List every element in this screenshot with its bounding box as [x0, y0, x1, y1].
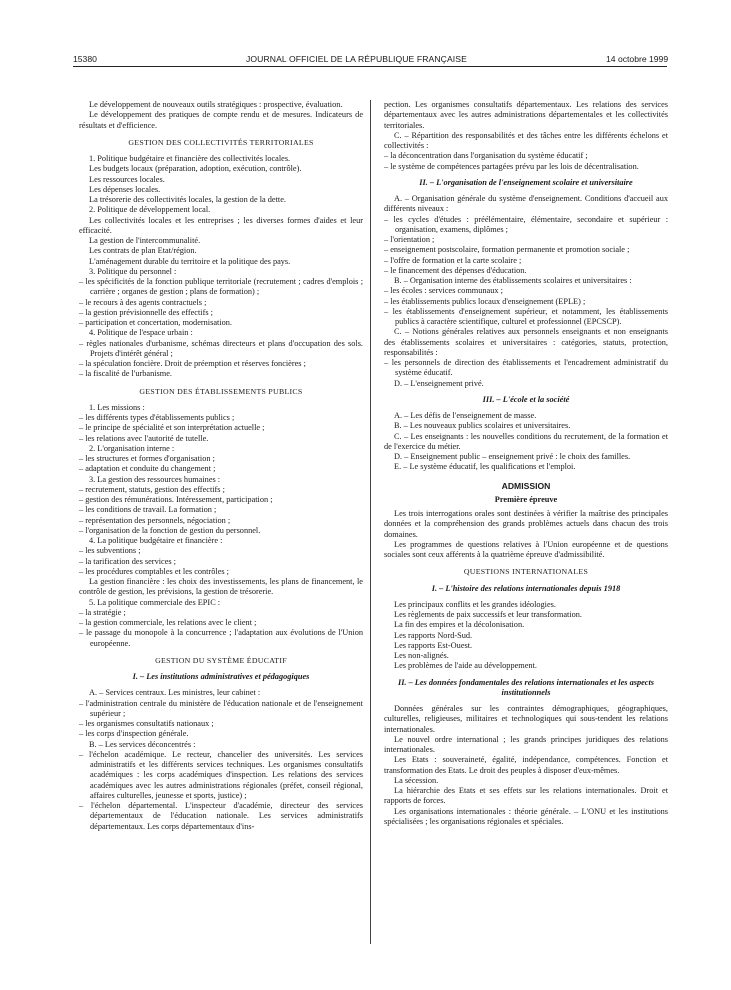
subsection-heading: I. – L'histoire des relations internationales depuis 1918: [431, 583, 621, 593]
paragraph: Les programmes de questions relatives à l'Union européenne et de questions sociales sont ceux afférents à la quatrième épreuve d'admissibilité.: [384, 539, 668, 559]
left-column: [79, 100, 363, 832]
list-item: – les écoles : services communaux ;: [384, 286, 503, 296]
subsection-heading: I. – Les institutions administratives et pédagogiques: [132, 672, 310, 681]
section-heading: GESTION DES COLLECTIVITÉS TERRITORIALES: [128, 137, 314, 147]
list-item: – l'offre de formation et la carte scolaire ;: [384, 255, 522, 265]
paragraph: Les problèmes de l'aide au développement.: [394, 661, 537, 671]
paragraph: Les rapports Nord-Sud.: [394, 630, 473, 640]
paragraph: B. – Les nouveaux publics scolaires et universitaires.: [394, 421, 571, 431]
subsection-heading: III. – L'école et la société: [482, 394, 570, 404]
paragraph: 4. Politique de l'espace urbain :: [89, 328, 193, 338]
paragraph: 4. La politique budgétaire et financière :: [89, 536, 223, 545]
list-item: – la gestion prévisionnelle des effectifs ;: [79, 307, 213, 317]
list-item: – l'échelon départemental. L'inspecteur d'académie, directeur des services départementaux de l'éducation nationale. Les services administratifs départementaux. Les corps départementaux d'ins-: [79, 801, 363, 831]
column-divider: [370, 100, 371, 944]
page-header: [0, 48, 731, 68]
list-item: – règles nationales d'urbanisme, schémas directeurs et plans d'occupation des sols. Projets d'intérêt général ;: [79, 338, 363, 358]
paragraph: Le développement des pratiques de compte rendu et de mesures. Indicateurs de résultats et d'efficience.: [79, 110, 363, 130]
list-item: – les relations avec l'autorité de tutelle.: [79, 433, 209, 443]
list-item: – représentation des personnels, négociation ;: [79, 515, 231, 525]
paragraph: L'aménagement durable du territoire et la politique des pays.: [89, 256, 291, 266]
paragraph: Les dépenses locales.: [89, 184, 161, 194]
paragraph: Les budgets locaux (préparation, adoption, exécution, contrôle).: [89, 164, 302, 174]
paragraph: Les collectivités locales et les entreprises ; les diverses formes d'aides et leur efficacité.: [79, 215, 363, 235]
list-item: – les conditions de travail. La formation ;: [79, 505, 217, 515]
list-item: – les établissements d'enseignement supérieur, et notamment, les établissements publics à caractère scientifique, culturel et professionnel (EPCSCP).: [384, 306, 668, 326]
subsection-heading: II. – Les données fondamentales des relations internationales et les aspects institutionnels: [397, 677, 655, 697]
list-item: – les personnels de direction des établissements et l'encadrement administratif du système éducatif.: [384, 358, 668, 378]
right-column: [384, 100, 668, 827]
list-item: – la fiscalité de l'urbanisme.: [79, 369, 172, 379]
paragraph: A. – Services centraux. Les ministres, leur cabinet :: [89, 688, 261, 698]
paragraph: B. – Les services déconcentrés :: [89, 739, 196, 749]
list-item: – la tarification des services ;: [79, 556, 176, 566]
paragraph: 1. Politique budgétaire et financière des collectivités locales.: [89, 154, 291, 163]
paragraph: La gestion financière : les choix des investissements, les plans de financement, le contrôle de gestion, les prévisions, la gestion de trésorerie.: [79, 577, 363, 597]
list-item: – le système de compétences partagées prévu par les lois de décentralisation.: [384, 161, 639, 171]
list-item: – les corps d'inspection générale.: [79, 729, 189, 739]
list-item: – les différents types d'établissements publics ;: [79, 413, 235, 422]
list-item: – les organismes consultatifs nationaux ;: [79, 719, 214, 728]
list-item: – les structures et formes d'organisation ;: [79, 454, 215, 463]
section-heading: QUESTIONS INTERNATIONALES: [463, 567, 589, 577]
list-item: – participation et concertation, modernisation.: [79, 318, 232, 327]
section-heading: GESTION DES ÉTABLISSEMENTS PUBLICS: [139, 386, 303, 396]
paragraph: Les règlements de paix successifs et leur transformation.: [394, 610, 583, 619]
paragraph: Les ressources locales.: [89, 174, 165, 184]
header-rule: [73, 66, 667, 67]
sub-heading: Première épreuve: [494, 494, 558, 504]
paragraph: A. – Les défis de l'enseignement de masse.: [394, 411, 537, 420]
list-item: – la gestion commerciale, les relations avec le client ;: [79, 618, 257, 627]
list-item: – le passage du monopole à la concurrence ; l'adaptation aux évolutions de l'Union européenne.: [79, 628, 363, 648]
list-item: – l'administration centrale du ministère de l'éducation nationale et de l'enseignement supérieur ;: [79, 698, 363, 718]
paragraph: D. – L'enseignement privé.: [394, 378, 484, 388]
paragraph: C. – Les enseignants : les nouvelles conditions du recrutement, de la formation et de l'exercice du métier.: [384, 431, 668, 451]
list-item: – la déconcentration dans l'organisation du système éducatif ;: [384, 151, 588, 161]
paragraph: Les Etats : souveraineté, égalité, indépendance, compétences. Fonction et transformation des Etats. Le droit des peuples à disposer d'eux-mêmes.: [384, 755, 668, 775]
list-item: – le financement des dépenses d'éducation.: [384, 265, 527, 275]
paragraph: Les contrats de plan Etat/région.: [89, 246, 197, 256]
paragraph: Les rapports Est-Ouest.: [394, 640, 473, 650]
list-item: – les établissements publics locaux d'enseignement (EPLE) ;: [384, 296, 586, 306]
paragraph: 3. Politique du personnel :: [89, 266, 177, 276]
list-item: – recrutement, statuts, gestion des effectifs ;: [79, 484, 225, 494]
paragraph: Les non-alignés.: [394, 651, 449, 660]
list-item: – la stratégie ;: [79, 607, 126, 617]
list-item: – adaptation et conduite du changement ;: [79, 464, 216, 474]
paragraph: Le développement de nouveaux outils stratégiques : prospective, évaluation.: [89, 100, 343, 109]
paragraph: 1. Les missions :: [89, 402, 145, 412]
paragraph: La gestion de l'intercommunalité.: [89, 236, 201, 245]
paragraph: C. – Notions générales relatives aux personnels enseignants et non enseignants des établissements scolaires et universitaires : catégories, statuts, protection, responsabilités :: [384, 327, 668, 357]
main-heading: ADMISSION: [501, 480, 551, 491]
list-item: – les cycles d'études : préélémentaire, élémentaire, secondaire et supérieur : organisation, examens, diplômes ;: [384, 214, 668, 234]
list-item: – les procédures comptables et les contrôles ;: [79, 566, 229, 576]
paragraph: 2. Politique de développement local.: [89, 205, 211, 215]
subsection-heading: II. – L'organisation de l'enseignement scolaire et universitaire: [419, 177, 633, 187]
paragraph: La fin des empires et la décolonisation.: [394, 620, 525, 630]
list-item: – gestion des rémunérations. Intéressement, participation ;: [79, 495, 273, 504]
paragraph: La hiérarchie des Etats et ses effets sur les relations internationales. Droit et rapports de forces.: [384, 786, 668, 806]
section-heading: GESTION DU SYSTÈME ÉDUCATIF: [155, 655, 287, 665]
paragraph: 2. L'organisation interne :: [89, 443, 175, 453]
paragraph: Les principaux conflits et les grandes idéologies.: [394, 599, 556, 609]
list-item: – la spéculation foncière. Droit de préemption et réserves foncières ;: [79, 359, 306, 368]
paragraph: pection. Les organismes consultatifs départementaux. Les relations des services départementaux avec les autres administrations départementales et les collectivités territoriales.: [384, 100, 668, 130]
paragraph: La sécession.: [394, 775, 439, 785]
list-item: – le principe de spécialité et son interprétation actuelle ;: [79, 423, 265, 433]
paragraph: Les organisations internationales : théorie générale. – L'ONU et les institutions spécialisées ; les organisations régionales et spéciales.: [384, 806, 668, 826]
paragraph: D. – Enseignement public – enseignement privé : le choix des familles.: [394, 452, 631, 461]
page-number: 15380: [73, 54, 97, 64]
paragraph: E. – Le système éducatif, les qualifications et l'emploi.: [394, 462, 576, 472]
paragraph: La trésorerie des collectivités locales, la gestion de la dette.: [89, 195, 286, 204]
paragraph: C. – Répartition des responsabilités et des tâches entre les différents échelons et collectivités :: [384, 130, 668, 150]
list-item: – l'échelon académique. Le recteur, chancelier des universités. Les services administratifs et les différents services techniques. Les organismes consultatifs académiques : les corps académiques d'inspection. Les relations des services académiques avec les autres administrations régionales (préfet, conseil régional, affaires culturelles, jeunesse et sports, justice) ;: [79, 749, 363, 800]
paragraph: 5. La politique commerciale des EPIC :: [89, 597, 221, 607]
publication-date: 14 octobre 1999: [606, 54, 669, 64]
paragraph: Le nouvel ordre international ; les grands principes juridiques des relations internationales.: [384, 734, 668, 754]
list-item: – le recours à des agents contractuels ;: [79, 297, 207, 307]
list-item: – l'organisation de la fonction de gestion du personnel.: [79, 525, 261, 535]
list-item: – l'orientation ;: [384, 235, 435, 244]
list-item: – les subventions ;: [79, 546, 141, 556]
paragraph: Données générales sur les contraintes démographiques, géographiques, culturelles, religieuses, militaires et technologiques qui sous-tendent les relations internationales.: [384, 704, 668, 734]
journal-title: JOURNAL OFFICIEL DE LA RÉPUBLIQUE FRANÇAISE: [246, 54, 467, 64]
paragraph: 3. La gestion des ressources humaines :: [89, 474, 221, 484]
paragraph: Les trois interrogations orales sont destinées à vérifier la maîtrise des principales données et la compréhension des grands problèmes actuels dans chacun des trois domaines.: [384, 509, 668, 539]
paragraph: A. – Organisation générale du système d'enseignement. Conditions d'accueil aux différents niveaux :: [384, 194, 668, 214]
paragraph: B. – Organisation interne des établissements scolaires et universitaires :: [394, 276, 632, 285]
list-item: – enseignement postscolaire, formation permanente et promotion sociale ;: [384, 245, 630, 255]
list-item: – les spécificités de la fonction publique territoriale (recrutement ; cadres d'emplois ; carrière ; organes de gestion ; plans de formation) ;: [79, 277, 363, 297]
